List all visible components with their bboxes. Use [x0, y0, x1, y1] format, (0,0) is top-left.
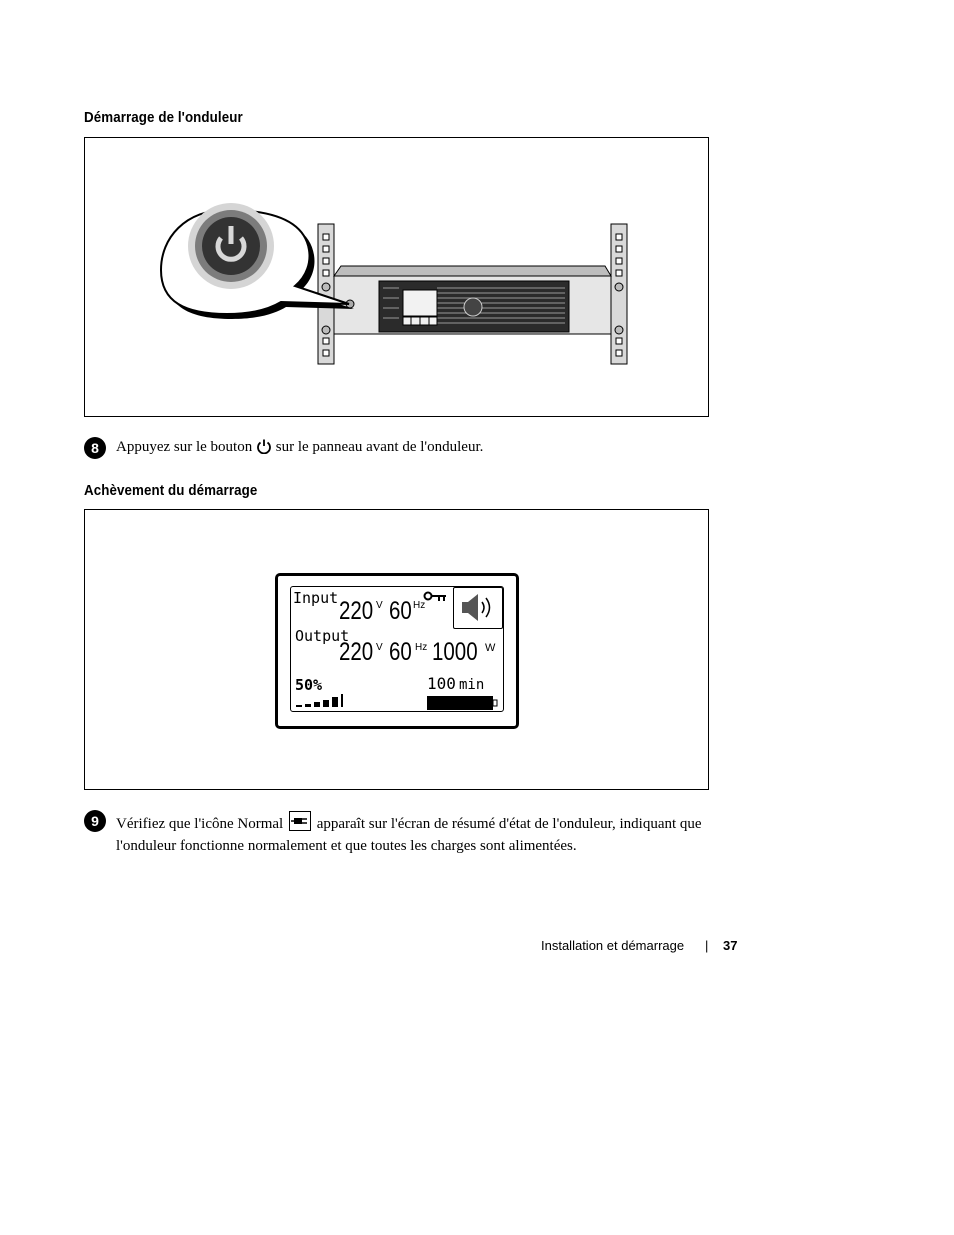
lcd-inner-panel — [290, 586, 504, 712]
step-8-text — [116, 438, 756, 460]
lcd-load-percent: 50% — [295, 676, 323, 694]
power-icon — [256, 438, 272, 460]
lcd-input-voltage-unit: V — [376, 600, 383, 611]
step-8-text-before: Appuyez sur le bouton — [116, 439, 253, 455]
lcd-screen — [275, 573, 519, 729]
dell-logo-icon — [464, 298, 482, 316]
footer-page-number: 37 — [723, 938, 738, 953]
right-rack-rail — [611, 224, 627, 364]
battery-icon — [427, 695, 499, 714]
figure-ups-front-panel — [84, 137, 709, 417]
load-bars-icon — [296, 693, 348, 712]
footer-separator: | — [705, 938, 709, 953]
lcd-output-power: 1000 — [432, 638, 478, 666]
lcd-runtime-value: 100 — [427, 674, 456, 693]
lcd-input-voltage: 220 — [339, 597, 374, 625]
lcd-input-label: Input — [293, 589, 339, 607]
step-9-text — [116, 811, 756, 856]
ups-mini-lcd — [403, 290, 437, 316]
step-9-text-after: apparaît sur l'écran de résumé d'état de l'onduleur, indiquant que l'onduleur fonctionne normalement et que toutes les charges sont alimentées. — [116, 816, 702, 854]
footer-section-title: Installation et démarrage — [541, 938, 685, 953]
step-number-badge: 8 — [84, 437, 106, 459]
lcd-output-label: Output — [295, 627, 350, 645]
figure-lcd-status — [84, 509, 709, 790]
step-9-text-before: Vérifiez que l'icône Normal — [116, 816, 284, 832]
lcd-runtime-unit: min — [459, 677, 485, 693]
lcd-input-freq: 60 — [389, 597, 412, 625]
section-heading-startup: Démarrage de l'onduleur — [84, 110, 243, 126]
lcd-output-freq: 60 — [389, 638, 412, 666]
lcd-input-freq-unit: Hz — [413, 600, 426, 611]
speaker-icon — [453, 587, 503, 629]
lcd-output-power-unit: W — [485, 642, 496, 654]
lcd-output-voltage-unit: V — [376, 642, 383, 653]
key-icon — [423, 588, 447, 607]
lcd-output-voltage: 220 — [339, 638, 374, 666]
lcd-output-freq-unit: Hz — [415, 642, 428, 653]
step-8-text-after: sur le panneau avant de l'onduleur. — [275, 439, 484, 455]
step-number-badge: 9 — [84, 810, 106, 832]
normal-mode-icon — [289, 811, 311, 837]
ups-rack-illustration — [85, 138, 708, 416]
ups-chassis — [334, 266, 611, 334]
section-heading-completion: Achèvement du démarrage — [84, 483, 258, 499]
